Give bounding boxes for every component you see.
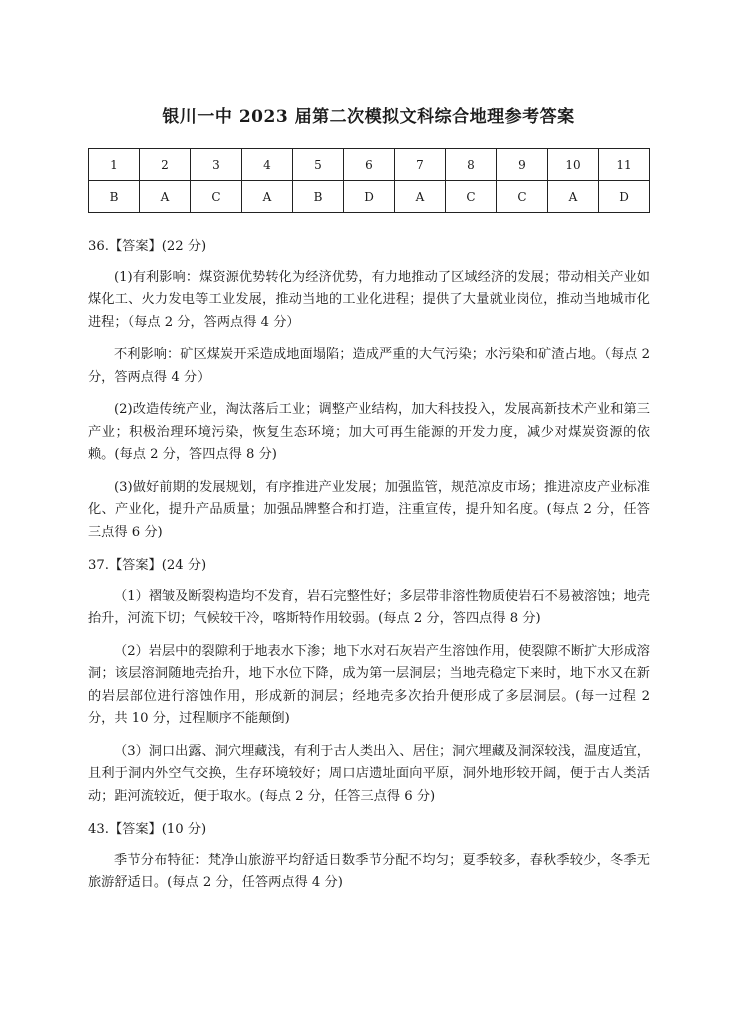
answer-cell: B <box>293 181 344 213</box>
question-number-cell: 10 <box>548 149 599 181</box>
q43-heading: 43.【答案】(10 分) <box>88 822 207 837</box>
answer-cell: D <box>344 181 395 213</box>
q36-paragraph-3: (2)改造传统产业，淘汰落后工业；调整产业结构，加大科技投入，发展高新技术产业和第三产业；积极治理环境污染，恢复生态环境；加大可再生能源的开发力度，减少对煤炭资源的依赖。(每点 2 分，答四点得 8 分) <box>88 402 650 462</box>
answer-cell: A <box>140 181 191 213</box>
q37-paragraph-3: （3）洞口出露、洞穴埋藏浅，有利于古人类出入、居住；洞穴埋藏及洞深较浅，温度适宜，且利于洞内外空气交换，生存环境较好；周口店遗址面向平原，洞外地形较开阔，便于古人类活动；距河流较近，便于取水。(每点 2 分，任答三点得 6 分) <box>88 743 650 804</box>
q36-paragraph-2: 不利影响：矿区煤炭开采造成地面塌陷；造成严重的大气污染；水污染和矿渣占地。（每点 2 分，答两点得 4 分） <box>88 347 650 385</box>
q37-heading: 37.【答案】(24 分) <box>88 558 207 573</box>
answer-cell: A <box>548 181 599 213</box>
question-number-cell: 6 <box>344 149 395 181</box>
answer-cell: C <box>446 181 497 213</box>
answer-cell: C <box>497 181 548 213</box>
document-title: 银川一中 2023 届第二次模拟文科综合地理参考答案 <box>162 107 575 127</box>
question-number-cell: 2 <box>140 149 191 181</box>
question-number-cell: 8 <box>446 149 497 181</box>
answer-cell: B <box>89 181 140 213</box>
q36-paragraph-1: (1)有利影响：煤资源优势转化为经济优势，有力地推动了区域经济的发展；带动相关产业如煤化工、火力发电等工业发展，推动当地的工业化进程；提供了大量就业岗位，推动当地城市化进程；（每点 2 分，答两点得 4 分） <box>88 269 650 330</box>
question-number-cell: 9 <box>497 149 548 181</box>
q36-heading: 36.【答案】(22 分) <box>88 239 207 254</box>
question-number-cell: 5 <box>293 149 344 181</box>
question-number-cell: 4 <box>242 149 293 181</box>
question-number-cell: 3 <box>191 149 242 181</box>
answer-cell: A <box>242 181 293 213</box>
question-number-cell: 11 <box>599 149 650 181</box>
answer-table-answer-row <box>89 181 650 213</box>
question-number-cell: 1 <box>89 149 140 181</box>
q36-paragraph-4: (3)做好前期的发展规划，有序推进产业发展；加强监管，规范凉皮市场；推进凉皮产业标准化、产业化，提升产品质量；加强品牌整合和打造，注重宣传，提升知名度。(每点 2 分，任答三点得 6 分) <box>88 479 650 540</box>
question-number-cell: 7 <box>395 149 446 181</box>
answer-cell: C <box>191 181 242 213</box>
q37-paragraph-1: （1）褶皱及断裂构造均不发育，岩石完整性好；多层带非溶性物质使岩石不易被溶蚀；地壳抬升，河流下切；气候较干冷，喀斯特作用较弱。(每点 2 分，答四点得 8 分) <box>88 588 650 626</box>
answer-table-number-row <box>89 149 650 181</box>
answer-cell: D <box>599 181 650 213</box>
answer-table <box>88 148 650 213</box>
answer-cell: A <box>395 181 446 213</box>
answer-content <box>88 236 650 895</box>
q37-paragraph-2: （2）岩层中的裂隙利于地表水下渗；地下水对石灰岩产生溶蚀作用，使裂隙不断扩大形成溶洞；该层溶洞随地壳抬升，地下水位下降，成为第一层洞层；当地壳稳定下来时，地下水又在新的岩层部位进行溶蚀作用，形成新的洞层；经地壳多次抬升便形成了多层洞层。(每一过程 2 分，共 10 分，过程顺序不能颠倒) <box>88 643 650 726</box>
q43-paragraph-1: 季节分布特征：梵净山旅游平均舒适日数季节分配不均匀；夏季较多，春秋季较少，冬季无旅游舒适日。(每点 2 分，任答两点得 4 分) <box>88 852 650 890</box>
